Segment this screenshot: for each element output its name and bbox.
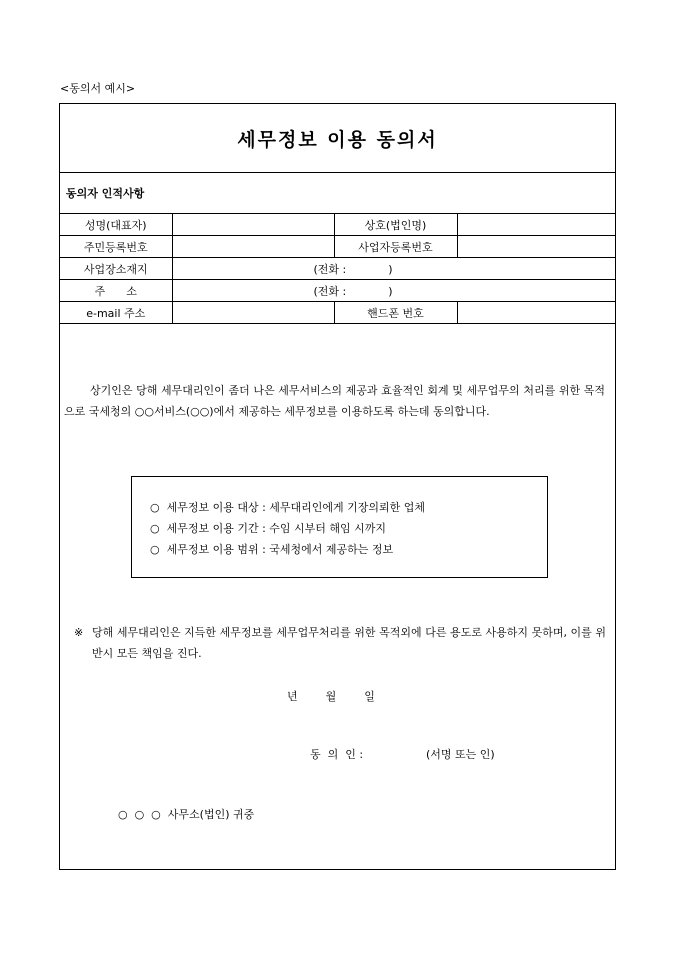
- addressee-line: ○ ○ ○ 사무소(법인) 귀중: [118, 808, 255, 821]
- mobile-field[interactable]: [457, 302, 615, 324]
- form-caption: <동의서 예시>: [60, 82, 136, 95]
- email-label: e-mail 주소: [60, 302, 172, 324]
- email-field[interactable]: [172, 302, 334, 324]
- scope-box: [131, 476, 548, 578]
- table-row: [60, 280, 615, 302]
- business-number-field[interactable]: [457, 236, 615, 258]
- notice: [74, 622, 606, 664]
- table-row: [60, 214, 615, 236]
- notice-text: 당해 세무대리인은 지득한 세무정보를 세무업무처리를 위한 목적외에 다른 용도로 사용하지 못하며, 이를 위반시 모든 책임을 진다.: [92, 626, 606, 660]
- name-label: 성명(대표자): [60, 214, 172, 236]
- resident-number-label: 주민등록번호: [60, 236, 172, 258]
- section-heading: 동의자 인적사항: [60, 172, 615, 214]
- scope-range: ○ 세무정보 이용 범위 : 국세청에서 제공하는 정보: [150, 543, 394, 556]
- consenter-signature-line[interactable]: 동 의 인 : (서명 또는 인): [310, 748, 495, 761]
- scope-period: ○ 세무정보 이용 기간 : 수임 시부터 해임 시까지: [150, 522, 387, 535]
- date-line[interactable]: 년 월 일: [287, 690, 375, 703]
- table-row: [60, 236, 615, 258]
- business-address-field[interactable]: (전화 : ): [172, 258, 615, 280]
- company-field[interactable]: [457, 214, 615, 236]
- personal-info-table: [60, 214, 615, 324]
- notice-mark: ※: [74, 626, 84, 639]
- address-field[interactable]: (전화 : ): [172, 280, 615, 302]
- company-label: 상호(법인명): [334, 214, 457, 236]
- name-field[interactable]: [172, 214, 334, 236]
- consent-paragraph: [60, 380, 615, 422]
- business-number-label: 사업자등록번호: [334, 236, 457, 258]
- table-row: [60, 258, 615, 280]
- resident-number-field[interactable]: [172, 236, 334, 258]
- mobile-label: 핸드폰 번호: [334, 302, 457, 324]
- address-label: 주 소: [60, 280, 172, 302]
- table-row: [60, 302, 615, 324]
- consent-form: [59, 103, 616, 870]
- business-address-label: 사업장소재지: [60, 258, 172, 280]
- scope-target: ○ 세무정보 이용 대상 : 세무대리인에게 기장의뢰한 업체: [150, 501, 426, 514]
- form-title: 세무정보 이용 동의서: [237, 128, 438, 151]
- title-box: [60, 104, 615, 173]
- consent-text: 상기인은 당해 세무대리인이 좀더 나은 세무서비스의 제공과 효율적인 회계 및 세무업무의 처리를 위한 목적으로 국세청의 ○○서비스(○○)에서 제공하는 세무정보를 이용하도록 하는데 동의합니다.: [64, 384, 605, 418]
